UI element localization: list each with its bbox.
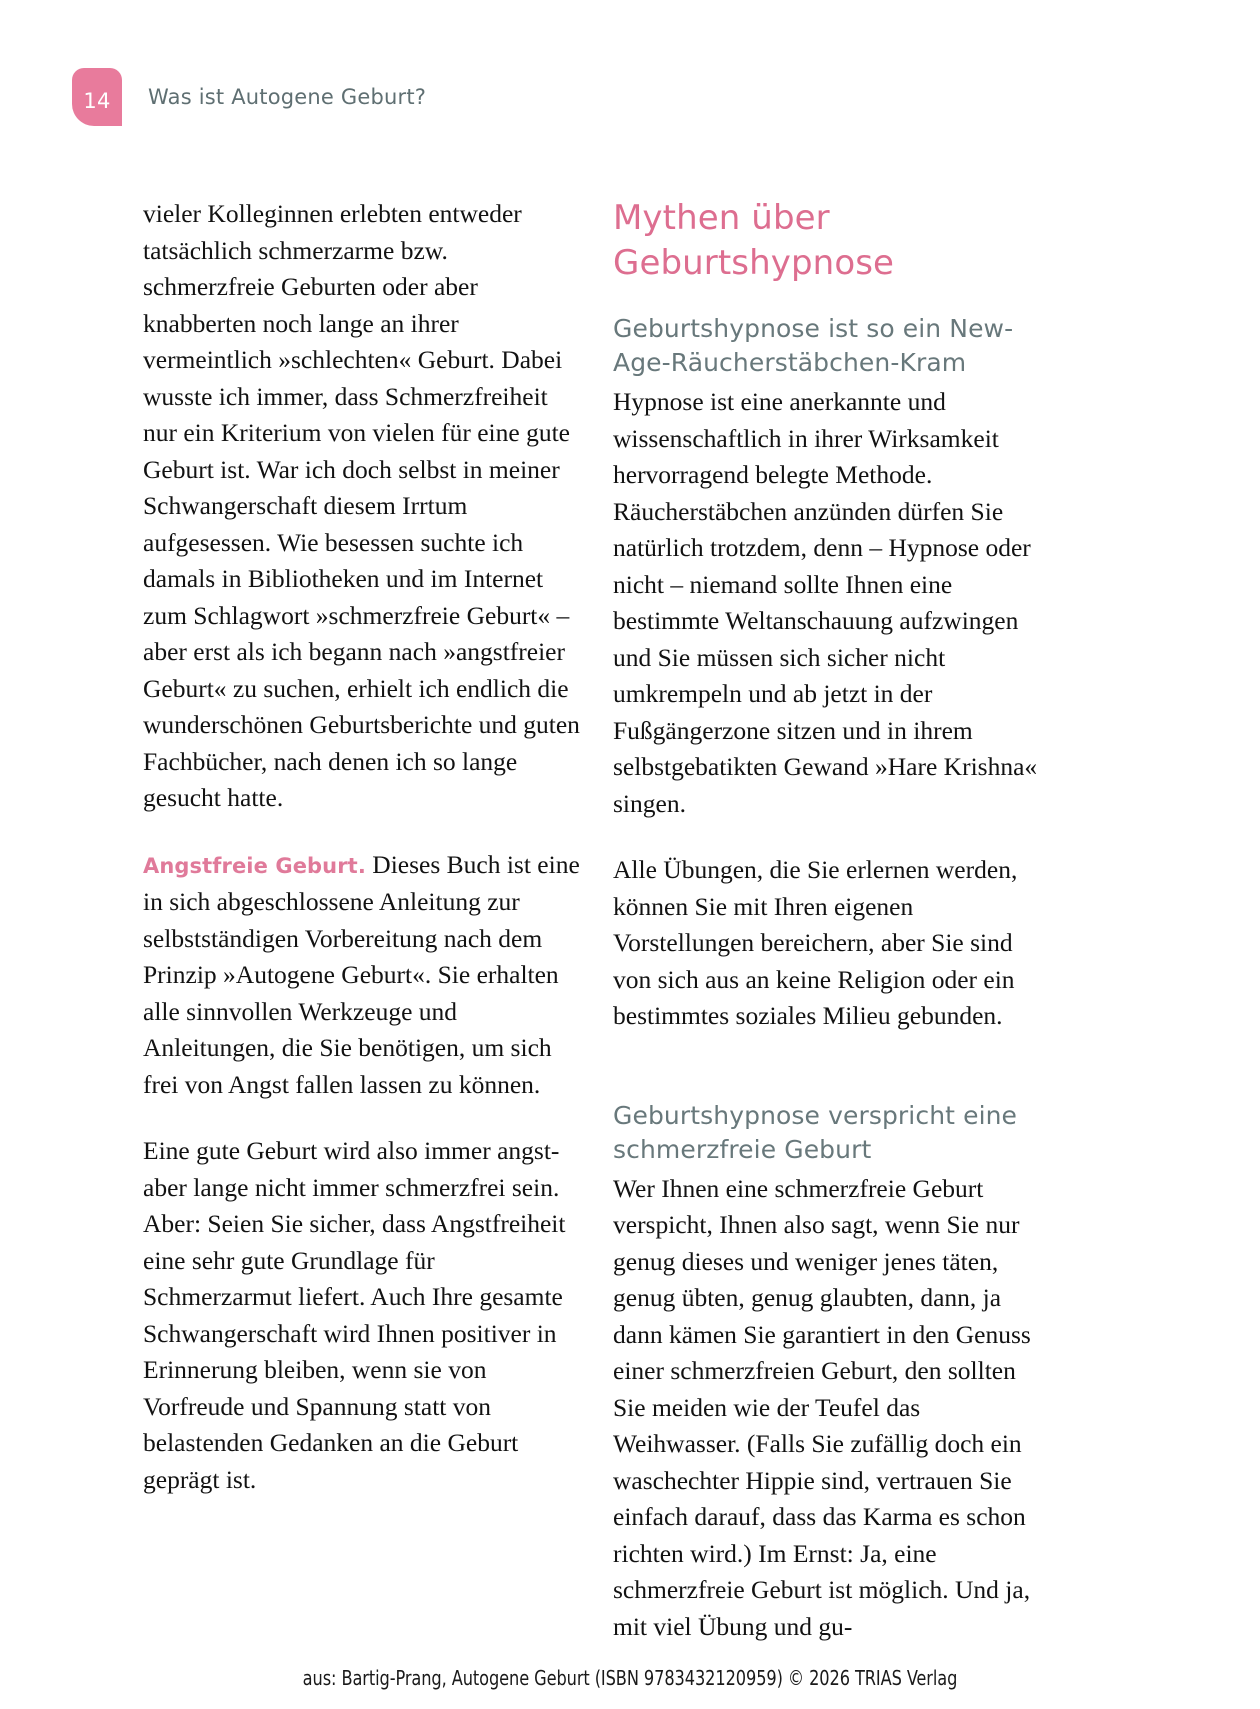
paragraph: Hypnose ist eine anerkannte und wissenschaftlich in ihrer Wirksamkeit hervorragend belegte Methode. Räucherstäbchen anzünden dürfen Sie natürlich trotzdem, denn – Hypnose oder nicht – niemand sollte Ihnen eine bestimmte Weltanschauung aufzwingen und Sie müssen sich sicher nicht umkrempeln und ab jetzt in der Fußgängerzone sitzen und in ihrem selbstgebatikten Gewand »Hare Krishna« singen. (613, 387, 1038, 818)
text-column-right (613, 196, 1050, 1645)
subsection-heading: Geburtshypnose ist so ein New-Age-Räucherstäbchen-Kram (613, 314, 1014, 377)
paragraph: Wer Ihnen eine schmerzfreie Geburt verspicht, Ihnen also sagt, wenn Sie nur genug dieses und weniger jenes täten, genug übten, genug glaubten, dann, ja dann kämen Sie garantiert in den Genuss einer schmerzfreien Geburt, den sollten Sie meiden wie der Teufel das Weihwasser. (Falls Sie zufällig doch ein waschechter Hippie sind, vertrauen Sie einfach darauf, dass das Karma es schon richten wird.) Im Ernst: Ja, eine schmerzfreie Geburt ist möglich. Und ja, mit viel Übung und gu- (613, 1173, 1031, 1641)
page-running-header (72, 68, 426, 126)
subsection-heading: Geburtshypnose verspricht eine schmerzfreie Geburt (613, 1100, 1018, 1164)
page-number-badge: 14 (72, 68, 122, 126)
paragraph: vieler Kolleginnen erlebten entweder tatsächlich schmerzarme bzw. schmerzfreie Geburten oder aber knabberten noch lange an ihrer vermeintlich »schlechten« Geburt. Dabei wusste ich immer, dass Schmerzfreiheit nur ein Kriterium von vielen für eine gute Geburt ist. War ich doch selbst in meiner Schwangerschaft diesem Irrtum aufgesessen. Wie besessen suchte ich damals in Bibliotheken und im Internet zum Schlagwort »schmerzfreie Geburt« – aber erst als ich begann nach »angstfreier Geburt« zu suchen, erhielt ich endlich die wunderschönen Geburtsberichte und guten Fachbücher, nach denen ich so lange gesucht hatte. (143, 199, 580, 812)
text-column-left (143, 196, 580, 1498)
runin-paragraph-text: Dieses Buch ist eine in sich abgeschlossene Anleitung zur selbstständigen Vorbereitung nach dem Prinzip »Autogene Geburt«. Sie erhalten alle sinnvollen Werkzeuge und Anleitungen, die Sie benötigen, um sich frei von Angst fallen lassen zu können. (143, 849, 580, 1099)
section-heading: Mythen über Geburtshypnose (613, 198, 895, 283)
runin-lead-label: Angstfreie Geburt. (143, 853, 366, 878)
paragraph-with-runin (143, 847, 580, 1104)
page-body (0, 196, 1260, 1641)
paragraph: Eine gute Geburt wird also immer angst- aber lange nicht immer schmerzfrei sein. Aber: Seien Sie sicher, dass Angstfreiheit eine sehr gute Grundlage für Schmerzarmut liefert. Auch Ihre gesamte Schwangerschaft wird Ihnen positiver in Erinnerung bleiben, wenn sie von Vorfreude und Spannung statt von belastenden Gedanken an die Geburt geprägt ist. (143, 1136, 566, 1494)
section-spacer (613, 1065, 1050, 1099)
page-footer-attribution: aus: Bartig-Prang, Autogene Geburt (ISBN 9783432120959) © 2026 TRIAS Verlag (302, 1666, 958, 1690)
paragraph: Alle Übungen, die Sie erlernen werden, können Sie mit Ihren eigenen Vorstellungen bereichern, aber Sie sind von sich aus an keine Religion oder ein bestimmtes soziales Milieu gebunden. (613, 855, 1018, 1030)
running-title: Was ist Autogene Geburt? (148, 85, 427, 109)
